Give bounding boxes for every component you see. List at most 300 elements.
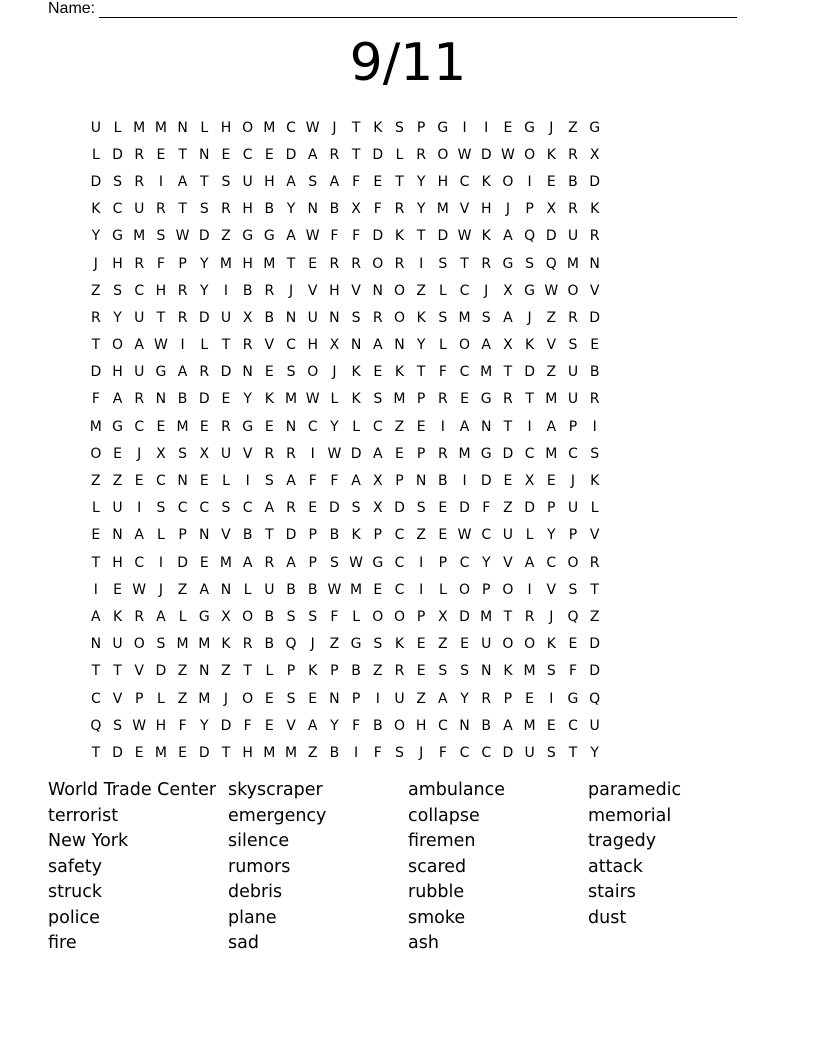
- grid-letter: C: [459, 282, 470, 299]
- grid-letter: A: [264, 500, 275, 517]
- grid-letter: M: [523, 717, 536, 734]
- grid-letter: H: [329, 282, 340, 299]
- grid-letter: X: [524, 473, 535, 490]
- grid-letter: O: [242, 119, 254, 136]
- grid-letter: S: [438, 309, 448, 326]
- grid-letter: X: [351, 201, 361, 218]
- grid-letter: X: [546, 201, 557, 218]
- grid-letter: E: [503, 473, 513, 490]
- grid-letter: W: [544, 282, 559, 299]
- grid-letter: M: [154, 119, 167, 136]
- grid-letter: Y: [460, 690, 469, 707]
- grid-letter: U: [264, 581, 275, 598]
- grid-letter: S: [416, 500, 426, 517]
- grid-letter: E: [221, 391, 231, 408]
- word-bank: [48, 778, 768, 957]
- grid-row: [85, 141, 606, 168]
- grid-letter: C: [524, 445, 535, 462]
- grid-letter: H: [242, 201, 253, 218]
- grid-letter: Q: [545, 255, 557, 272]
- grid-letter: K: [546, 146, 556, 163]
- grid-letter: R: [177, 309, 188, 326]
- grid-letter: C: [134, 554, 145, 571]
- grid-letter: I: [223, 282, 229, 299]
- grid-letter: L: [438, 337, 447, 354]
- grid-letter: E: [503, 119, 513, 136]
- grid-letter: S: [373, 636, 383, 653]
- grid-letter: P: [351, 690, 361, 707]
- grid-letter: O: [112, 337, 124, 354]
- grid-letter: T: [525, 391, 534, 408]
- grid-row: [85, 739, 606, 766]
- grid-letter: Y: [200, 255, 209, 272]
- grid-letter: S: [286, 690, 296, 707]
- grid-letter: T: [351, 119, 361, 136]
- grid-letter: G: [242, 228, 254, 245]
- grid-letter: D: [524, 364, 535, 381]
- grid-letter: M: [523, 663, 536, 680]
- grid-letter: W: [132, 581, 147, 598]
- grid-letter: F: [91, 391, 100, 408]
- word-bank-item: scared: [408, 856, 467, 877]
- grid-letter: A: [503, 228, 513, 245]
- grid-letter: S: [481, 309, 491, 326]
- grid-letter: P: [568, 527, 578, 544]
- grid-letter: D: [372, 146, 384, 163]
- grid-letter: G: [437, 119, 449, 136]
- grid-row: [85, 413, 606, 440]
- grid-letter: F: [156, 255, 165, 272]
- grid-letter: L: [200, 337, 209, 354]
- grid-letter: M: [198, 636, 211, 653]
- grid-letter: B: [372, 717, 383, 734]
- grid-letter: M: [198, 690, 211, 707]
- grid-letter: O: [242, 690, 254, 707]
- grid-letter: K: [394, 364, 405, 381]
- grid-letter: S: [178, 445, 188, 462]
- grid-letter: M: [219, 554, 233, 571]
- word-bank-item: fire: [48, 933, 77, 953]
- grid-letter: E: [460, 391, 469, 408]
- grid-letter: R: [177, 282, 188, 299]
- grid-letter: L: [590, 500, 599, 517]
- grid-letter: D: [394, 500, 405, 517]
- grid-letter: J: [419, 744, 424, 761]
- grid-letter: C: [286, 337, 296, 354]
- grid-letter: Z: [221, 663, 231, 680]
- grid-letter: W: [327, 445, 342, 462]
- grid-letter: V: [307, 282, 318, 299]
- grid-letter: A: [307, 146, 318, 163]
- grid-letter: P: [416, 608, 426, 625]
- grid-row: [85, 712, 606, 739]
- grid-letter: V: [546, 581, 557, 598]
- grid-letter: O: [393, 717, 405, 734]
- grid-letter: Q: [285, 636, 297, 653]
- grid-letter: R: [394, 201, 405, 218]
- grid-letter: B: [351, 663, 361, 680]
- grid-letter: J: [332, 119, 337, 136]
- grid-letter: B: [242, 282, 253, 299]
- grid-letter: V: [351, 282, 361, 299]
- name-underline: [99, 3, 737, 18]
- grid-letter: U: [567, 364, 579, 381]
- grid-letter: D: [589, 309, 601, 326]
- grid-letter: L: [200, 119, 209, 136]
- grid-letter: J: [93, 255, 98, 272]
- grid-letter: Z: [546, 364, 557, 381]
- grid-letter: Y: [590, 744, 599, 761]
- grid-letter: R: [134, 391, 145, 408]
- grid-letter: B: [329, 201, 340, 218]
- grid-letter: N: [329, 309, 340, 326]
- grid-letter: H: [437, 173, 449, 190]
- grid-letter: M: [89, 418, 102, 435]
- grid-letter: R: [134, 173, 145, 190]
- grid-letter: M: [545, 391, 558, 408]
- grid-letter: Z: [416, 282, 426, 299]
- grid-letter: A: [503, 309, 513, 326]
- grid-letter: E: [264, 146, 274, 163]
- grid-letter: O: [90, 445, 102, 462]
- grid-letter: S: [113, 173, 122, 190]
- grid-letter: P: [308, 554, 317, 571]
- grid-letter: S: [329, 554, 339, 571]
- grid-letter: C: [481, 744, 492, 761]
- grid-letter: L: [438, 581, 447, 598]
- grid-letter: P: [416, 119, 426, 136]
- grid-letter: M: [154, 744, 167, 761]
- grid-letter: R: [437, 391, 448, 408]
- grid-letter: X: [156, 445, 166, 462]
- grid-letter: W: [327, 581, 342, 598]
- grid-letter: Q: [90, 717, 102, 734]
- grid-letter: S: [113, 282, 122, 299]
- grid-letter: T: [156, 309, 166, 326]
- grid-letter: S: [590, 445, 600, 462]
- grid-letter: R: [372, 309, 383, 326]
- grid-letter: J: [527, 309, 532, 326]
- grid-letter: R: [90, 309, 101, 326]
- word-bank-item: police: [48, 907, 100, 928]
- grid-letter: Z: [546, 309, 557, 326]
- grid-letter: A: [546, 418, 557, 435]
- grid-row: [85, 467, 606, 494]
- grid-letter: J: [549, 119, 554, 136]
- grid-row: [85, 277, 606, 304]
- grid-letter: R: [199, 364, 210, 381]
- grid-letter: B: [264, 201, 275, 218]
- grid-letter: N: [589, 255, 600, 272]
- grid-letter: O: [567, 282, 579, 299]
- grid-letter: E: [156, 418, 166, 435]
- grid-letter: U: [524, 744, 535, 761]
- grid-letter: T: [221, 337, 231, 354]
- word-bank-item: rumors: [228, 856, 291, 877]
- grid-letter: E: [546, 173, 556, 190]
- grid-letter: I: [310, 445, 315, 462]
- grid-letter: I: [180, 337, 185, 354]
- grid-letter: K: [394, 228, 405, 245]
- grid-letter: A: [503, 717, 513, 734]
- grid-letter: B: [177, 391, 188, 408]
- word-bank-item: ambulance: [408, 780, 506, 800]
- grid-letter: K: [503, 663, 513, 680]
- grid-letter: E: [264, 364, 274, 381]
- grid-letter: I: [484, 119, 489, 136]
- grid-letter: R: [481, 255, 492, 272]
- name-field: [48, 0, 737, 18]
- grid-letter: G: [242, 418, 254, 435]
- grid-letter: N: [155, 391, 167, 408]
- grid-letter: B: [329, 744, 340, 761]
- grid-letter: O: [459, 337, 471, 354]
- grid-letter: C: [568, 445, 578, 462]
- grid-letter: Z: [221, 228, 231, 245]
- grid-letter: R: [568, 146, 578, 163]
- grid-letter: Z: [91, 473, 101, 490]
- grid-letter: I: [462, 473, 467, 490]
- grid-letter: Z: [589, 608, 600, 625]
- grid-letter: C: [437, 717, 448, 734]
- grid-letter: T: [503, 418, 513, 435]
- grid-letter: L: [395, 146, 404, 163]
- grid-letter: L: [222, 473, 230, 490]
- grid-letter: Z: [438, 636, 448, 653]
- grid-row: [85, 196, 606, 223]
- word-bank-column: [588, 778, 768, 957]
- grid-letter: C: [134, 418, 145, 435]
- grid-letter: N: [329, 690, 340, 707]
- grid-row: [85, 168, 606, 195]
- grid-letter: N: [199, 527, 210, 544]
- grid-letter: D: [589, 663, 601, 680]
- grid-letter: S: [221, 173, 231, 190]
- grid-letter: R: [589, 391, 600, 408]
- grid-letter: W: [305, 119, 320, 136]
- grid-letter: E: [156, 146, 166, 163]
- grid-letter: C: [394, 527, 405, 544]
- grid-letter: T: [91, 337, 101, 354]
- grid-letter: Z: [307, 744, 318, 761]
- grid-letter: S: [156, 636, 166, 653]
- grid-letter: J: [137, 445, 142, 462]
- grid-letter: M: [133, 119, 146, 136]
- grid-letter: I: [137, 500, 142, 517]
- grid-letter: F: [330, 473, 339, 490]
- grid-letter: N: [112, 527, 123, 544]
- grid-letter: V: [242, 445, 253, 462]
- grid-letter: F: [373, 201, 382, 218]
- grid-letter: E: [416, 663, 426, 680]
- grid-letter: B: [264, 309, 275, 326]
- grid-letter: P: [395, 473, 404, 490]
- grid-letter: H: [112, 364, 123, 381]
- grid-letter: Z: [503, 500, 513, 517]
- grid-letter: E: [134, 473, 144, 490]
- grid-letter: C: [242, 500, 253, 517]
- grid-letter: U: [589, 717, 600, 734]
- grid-letter: R: [589, 554, 600, 571]
- grid-letter: Q: [567, 608, 579, 625]
- grid-letter: D: [437, 228, 449, 245]
- grid-letter: F: [373, 744, 382, 761]
- grid-letter: I: [527, 173, 532, 190]
- grid-letter: R: [242, 337, 253, 354]
- grid-letter: S: [286, 608, 296, 625]
- grid-letter: H: [307, 337, 318, 354]
- grid-letter: T: [503, 608, 513, 625]
- grid-letter: B: [589, 364, 600, 381]
- grid-letter: I: [245, 473, 250, 490]
- grid-letter: N: [350, 337, 362, 354]
- grid-row: [85, 114, 606, 141]
- grid-letter: P: [330, 663, 339, 680]
- grid-letter: C: [394, 554, 405, 571]
- grid-letter: T: [113, 663, 122, 680]
- grid-letter: C: [459, 173, 470, 190]
- grid-letter: F: [568, 663, 577, 680]
- grid-letter: U: [242, 173, 253, 190]
- grid-letter: Y: [330, 418, 339, 435]
- grid-letter: Y: [91, 228, 101, 245]
- grid-letter: R: [329, 255, 340, 272]
- grid-row: [85, 332, 606, 359]
- grid-letter: Q: [524, 228, 536, 245]
- word-bank-item: debris: [228, 882, 283, 902]
- grid-letter: B: [329, 527, 340, 544]
- grid-letter: F: [330, 228, 339, 245]
- grid-letter: E: [568, 636, 578, 653]
- grid-letter: Z: [568, 119, 578, 136]
- grid-letter: B: [242, 527, 253, 544]
- grid-letter: E: [199, 418, 209, 435]
- grid-letter: N: [394, 337, 405, 354]
- grid-letter: W: [500, 146, 515, 163]
- grid-letter: X: [503, 282, 513, 299]
- grid-letter: E: [590, 337, 600, 354]
- grid-letter: G: [198, 608, 210, 625]
- grid-letter: P: [416, 391, 426, 408]
- grid-letter: T: [243, 663, 252, 680]
- grid-letter: O: [437, 146, 449, 163]
- grid-letter: P: [481, 581, 491, 598]
- grid-letter: S: [264, 473, 274, 490]
- grid-letter: A: [524, 554, 535, 571]
- grid-letter: S: [395, 744, 404, 761]
- grid-letter: U: [112, 636, 123, 653]
- grid-letter: C: [546, 554, 557, 571]
- grid-letter: R: [416, 146, 427, 163]
- grid-letter: U: [134, 309, 145, 326]
- grid-letter: T: [221, 744, 231, 761]
- grid-letter: C: [394, 581, 405, 598]
- grid-letter: U: [481, 636, 492, 653]
- grid-letter: P: [134, 690, 144, 707]
- grid-letter: E: [113, 581, 122, 598]
- grid-letter: P: [178, 255, 187, 272]
- grid-letter: R: [221, 201, 231, 218]
- grid-letter: L: [157, 690, 165, 707]
- grid-letter: U: [502, 527, 514, 544]
- grid-letter: L: [243, 581, 252, 598]
- grid-letter: I: [93, 581, 98, 598]
- grid-letter: R: [134, 608, 145, 625]
- grid-letter: M: [480, 608, 493, 625]
- word-bank-column: [48, 778, 228, 957]
- grid-letter: L: [352, 418, 360, 435]
- grid-letter: W: [175, 228, 190, 245]
- grid-letter: F: [352, 717, 361, 734]
- grid-letter: R: [394, 255, 405, 272]
- grid-letter: G: [112, 418, 123, 435]
- grid-letter: D: [502, 445, 514, 462]
- word-bank-item: attack: [588, 856, 643, 877]
- grid-letter: M: [176, 636, 189, 653]
- grid-letter: M: [393, 391, 406, 408]
- grid-letter: K: [416, 309, 426, 326]
- grid-letter: N: [90, 636, 102, 653]
- word-bank-item: collapse: [408, 805, 480, 826]
- grid-letter: M: [436, 201, 449, 218]
- grid-letter: I: [419, 255, 424, 272]
- grid-letter: M: [350, 581, 363, 598]
- grid-letter: N: [177, 473, 188, 490]
- grid-letter: J: [310, 636, 315, 653]
- grid-letter: A: [286, 173, 296, 190]
- grid-letter: A: [177, 173, 188, 190]
- grid-letter: J: [484, 282, 489, 299]
- grid-letter: R: [134, 146, 145, 163]
- word-bank-column: [228, 778, 408, 957]
- grid-letter: R: [568, 201, 578, 218]
- grid-letter: G: [480, 445, 492, 462]
- grid-letter: D: [589, 173, 601, 190]
- grid-letter: D: [372, 228, 384, 245]
- grid-letter: E: [178, 744, 188, 761]
- grid-letter: M: [133, 228, 146, 245]
- grid-letter: T: [395, 173, 404, 190]
- grid-letter: O: [502, 636, 514, 653]
- grid-letter: R: [156, 201, 166, 218]
- grid-letter: P: [373, 527, 382, 544]
- grid-letter: K: [264, 391, 274, 408]
- grid-letter: C: [242, 146, 253, 163]
- grid-letter: O: [567, 554, 579, 571]
- grid-letter: S: [438, 255, 448, 272]
- grid-letter: X: [329, 337, 340, 354]
- grid-letter: E: [373, 364, 383, 381]
- grid-letter: U: [90, 119, 101, 136]
- grid-letter: W: [457, 146, 472, 163]
- grid-letter: E: [134, 744, 144, 761]
- grid-letter: T: [178, 201, 187, 218]
- grid-letter: F: [438, 744, 447, 761]
- grid-letter: M: [263, 255, 276, 272]
- grid-letter: R: [589, 228, 600, 245]
- grid-letter: W: [457, 527, 472, 544]
- grid-letter: H: [112, 554, 123, 571]
- grid-letter: I: [158, 173, 163, 190]
- name-label: Name:: [48, 0, 96, 17]
- grid-letter: W: [457, 228, 472, 245]
- grid-letter: I: [419, 581, 424, 598]
- grid-letter: W: [153, 337, 168, 354]
- grid-row: [85, 440, 606, 467]
- grid-letter: G: [372, 554, 384, 571]
- grid-letter: Z: [177, 581, 188, 598]
- grid-letter: E: [373, 173, 383, 190]
